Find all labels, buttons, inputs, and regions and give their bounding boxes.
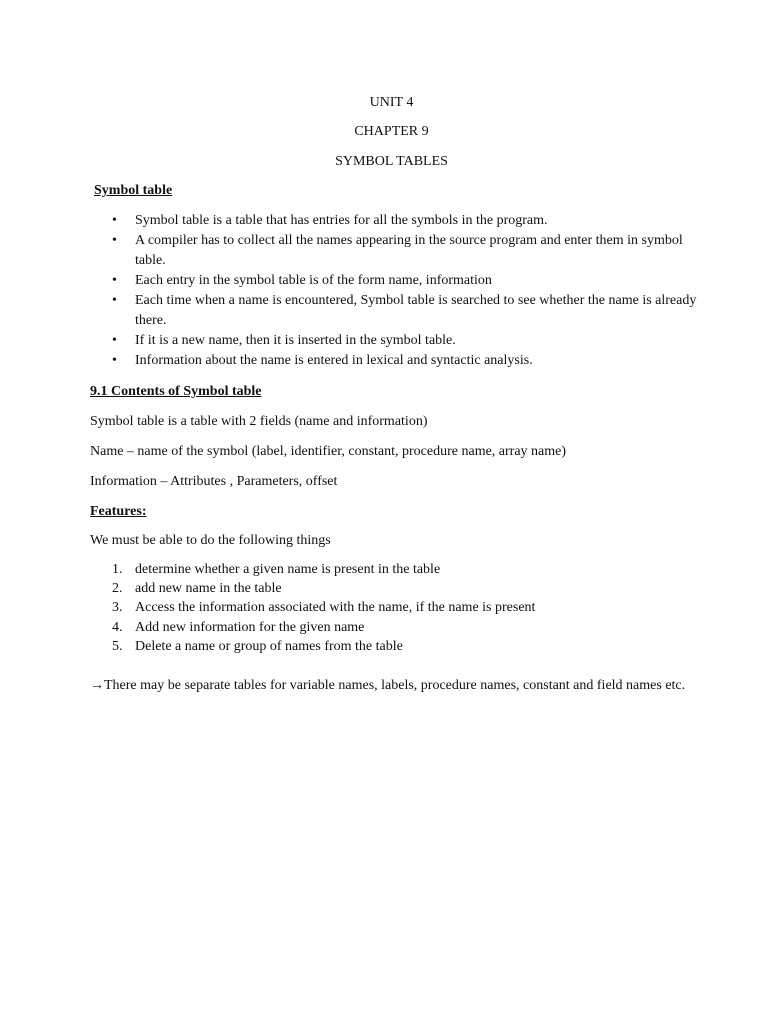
chapter-heading: CHAPTER 9 [354,124,429,139]
bullet-icon: • [112,353,117,368]
list-item [90,351,700,371]
list-item [90,560,700,579]
list-item-text: Each entry in the symbol table is of the form name, information [135,273,492,288]
separate-tables-note [90,676,690,695]
list-item [90,231,700,271]
list-item [90,291,700,331]
features-intro: We must be able to do the following things [90,533,331,548]
list-number: 5. [112,638,123,654]
bullet-icon: • [112,293,117,308]
right-arrow-icon: → [90,678,104,693]
list-number: 2. [112,581,123,597]
list-item [90,331,700,351]
list-item-text: Each time when a name is encountered, Symbol table is searched to see whether the name is already there. [135,293,697,328]
list-item-text: determine whether a given name is present in the table [135,562,441,577]
note-text: There may be separate tables for variable names, labels, procedure names, constant and field names etc. [104,678,686,693]
list-item [90,618,700,637]
list-item-text: Add new information for the given name [135,619,365,635]
list-number: 1. [112,562,123,577]
bullet-icon: • [112,273,117,288]
contents-heading: 9.1 Contents of Symbol table [90,384,262,399]
page-title: SYMBOL TABLES [335,154,448,169]
contents-paragraph-fields: Symbol table is a table with 2 fields (name and information) [90,414,428,429]
symbol-table-heading: Symbol table [94,183,173,198]
unit-heading: UNIT 4 [369,95,414,110]
bullet-icon: • [112,233,117,248]
features-heading: Features: [90,504,147,519]
list-item-text: If it is a new name, then it is inserted in the symbol table. [135,333,456,348]
list-item [90,579,700,598]
bullet-icon: • [112,333,117,348]
bullet-icon: • [112,213,117,228]
list-number: 3. [112,600,123,616]
symbol-table-bullet-list [90,211,700,371]
list-item-text: Symbol table is a table that has entries for all the symbols in the program. [135,213,548,228]
list-item-text: add new name in the table [135,581,282,597]
contents-paragraph-information: Information – Attributes , Parameters, offset [90,474,338,489]
features-numbered-list [90,560,700,656]
list-item-text: A compiler has to collect all the names appearing in the source program and enter them in symbol table. [135,233,683,268]
list-item [90,598,700,617]
list-item-text: Access the information associated with the name, if the name is present [135,600,536,616]
list-number: 4. [112,619,123,635]
list-item-text: Information about the name is entered in lexical and syntactic analysis. [135,353,533,368]
list-item [90,271,700,291]
contents-paragraph-name: Name – name of the symbol (label, identifier, constant, procedure name, array name) [90,444,567,459]
list-item [90,211,700,231]
list-item-text: Delete a name or group of names from the table [135,638,403,654]
list-item [90,637,700,656]
